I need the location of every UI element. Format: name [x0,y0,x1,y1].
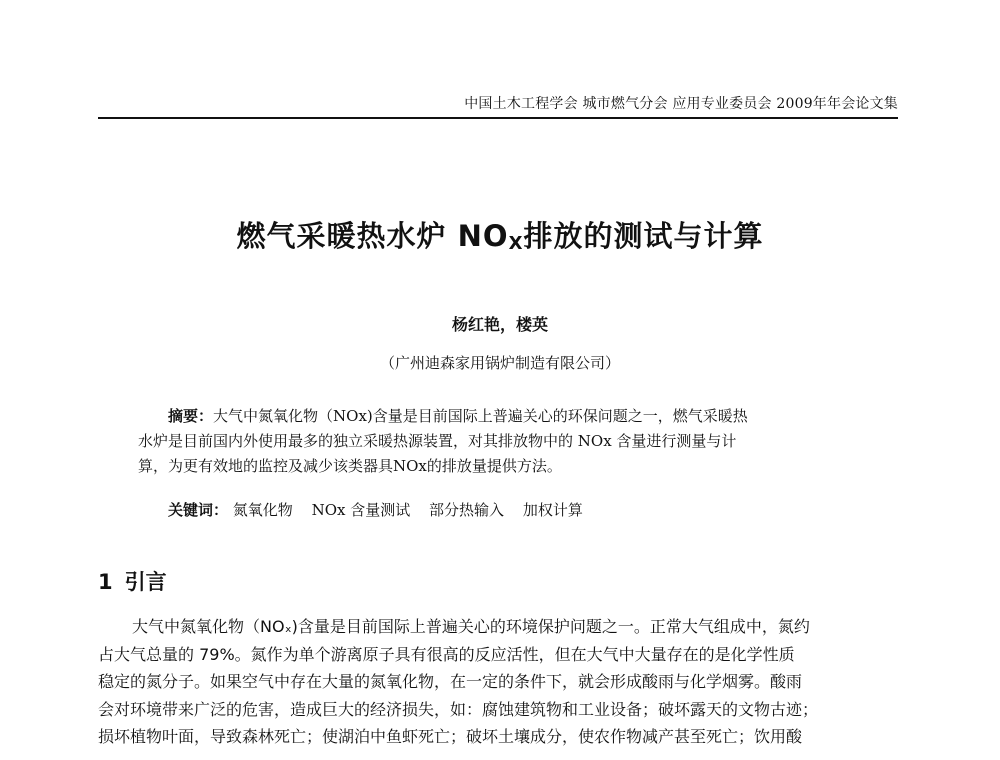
authors: 杨红艳，楼英 [451,315,548,334]
abstract-line-3: 算，为更有效地的监控及减少该类器具NOx的排放量提供方法。 [138,457,562,475]
keywords [168,499,583,520]
body-line: 稳定的氮分子。如果空气中存在大量的氮氧化物，在一定的条件下，就会形成酸雨与化学烟雾。酸雨 [98,672,803,691]
section-number: 1 [98,570,113,594]
body-line: 损坏植物叶面，导致森林死亡；使湖泊中鱼虾死亡；破坏土壤成分，使农作物减产甚至死亡；饮用酸 [98,727,803,746]
abstract-label: 摘要： [168,407,214,425]
body-line: 占大气总量的 79%。氮作为单个游离原子具有很高的反应活性，但在大气中大量存在的是化学性质 [98,644,795,664]
keywords-label: 关键词： [168,501,229,519]
title-prefix: 燃气采暖热水炉 NO [236,219,509,253]
abstract [138,404,866,479]
keyword: 加权计算 [522,501,583,519]
section-heading [98,566,167,596]
body-line: 会对环境带来广泛的危害，造成巨大的经济损失，如：腐蚀建筑物和工业设备；破坏露天的文物古迹； [98,699,819,719]
body-line: 大气中氮氧化物（NOₓ)含量是目前国际上普遍关心的环境保护问题之一。正常大气组成中，氮约 [132,617,810,636]
paper-title [0,214,1000,255]
affiliation: （广州迪森家用锅炉制造有限公司） [379,354,620,372]
abstract-line-2: 水炉是目前国内外使用最多的独立采暖热源装置，对其排放物中的 NOx 含量进行测量与计 [138,432,737,450]
keyword: 氮氧化物 [232,501,293,519]
abstract-line-1 [138,404,866,429]
running-head: 中国土木工程学会 城市燃气分会 应用专业委员会 2009年年会论文集 [98,93,898,119]
section-title: 引言 [124,570,167,594]
keyword: NOx 含量测试 [311,501,411,519]
body-text [98,613,898,751]
title-suffix: 排放的测试与计算 [523,219,764,253]
keyword: 部分热输入 [429,501,505,519]
abstract-text-1: 大气中氮氧化物（NOx)含量是目前国际上普遍关心的环保问题之一，燃气采暖热 [213,407,748,425]
title-subscript: X [508,233,524,254]
